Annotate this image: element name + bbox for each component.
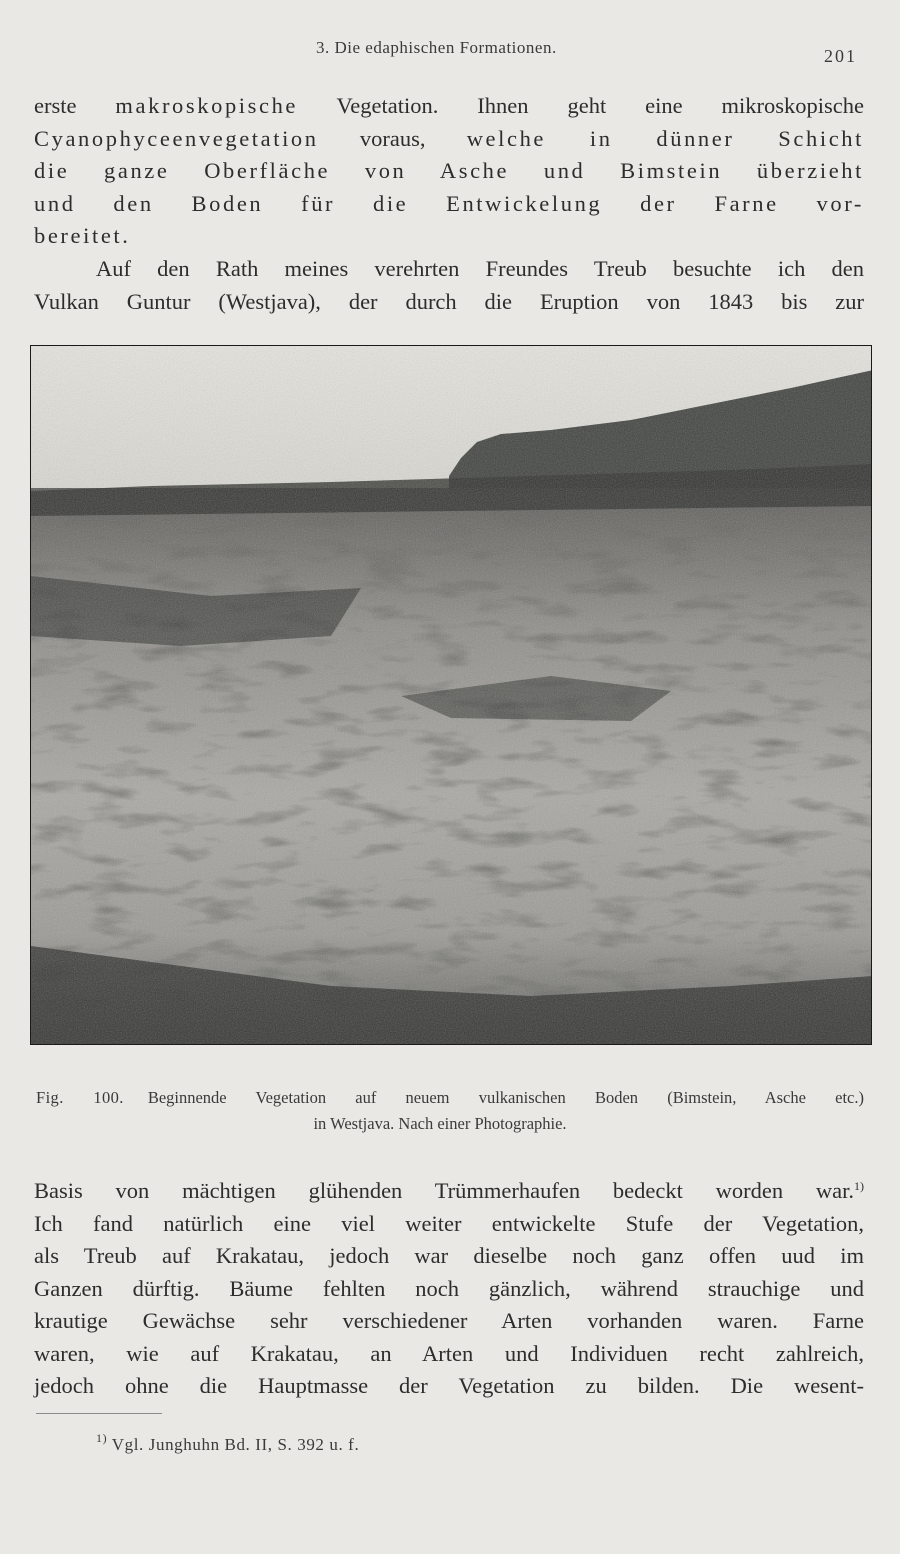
footnote-reference: 1) bbox=[854, 1179, 864, 1193]
landscape-photograph bbox=[30, 345, 872, 1045]
paragraph-2 bbox=[34, 253, 864, 318]
text-line: bereitet. bbox=[34, 223, 131, 248]
caption-line: Fig. 100. Beginnende Vegetation auf neuem vulkanischen Boden (Bimstein, Asche etc.) bbox=[36, 1088, 864, 1107]
footnote bbox=[96, 1431, 360, 1455]
paragraph-1 bbox=[34, 90, 864, 253]
text-line: erste makroskopische Vegetation. Ihnen geht eine mikroskopische bbox=[34, 93, 864, 118]
footnote-rule bbox=[36, 1413, 162, 1414]
photo-illustration bbox=[31, 346, 872, 1045]
text-line: und den Boden für die Entwickelung der Farne vor- bbox=[34, 190, 864, 216]
photo-grain bbox=[31, 346, 872, 1045]
text-line: Auf den Rath meines verehrten Freundes Treub besuchte ich den bbox=[96, 256, 864, 281]
text-line: Basis von mächtigen glühenden Trümmerhaufen bedeckt worden war.$^{1)}$ bbox=[34, 1178, 864, 1203]
figure-label: Fig. 100. bbox=[36, 1088, 124, 1107]
page-header bbox=[0, 34, 900, 64]
page-number: 201 bbox=[824, 46, 857, 66]
text-line: Ich fand natürlich eine viel weiter entwickelte Stufe der Vegetation, bbox=[34, 1210, 864, 1236]
text-line: als Treub auf Krakatau, jedoch war dieselbe noch ganz offen uud im bbox=[34, 1243, 864, 1268]
text-line: krautige Gewächse sehr verschiedener Arten vorhanden waren. Farne bbox=[34, 1308, 864, 1333]
text-line: waren, wie auf Krakatau, an Arten und Individuen recht zahlreich, bbox=[34, 1340, 864, 1366]
footnote-marker: 1) bbox=[96, 1431, 108, 1445]
figure-caption bbox=[36, 1085, 864, 1137]
text-line: Cyanophyceenvegetation voraus, welche in dünner Schicht bbox=[34, 125, 864, 151]
text-line: jedoch ohne die Hauptmasse der Vegetation zu bilden. Die wesent- bbox=[34, 1373, 864, 1398]
text-line: Vulkan Guntur (Westjava), der durch die Eruption von 1843 bis zur bbox=[34, 288, 864, 314]
caption-line: in Westjava. Nach einer Photographie. bbox=[313, 1114, 567, 1133]
paragraph-3 bbox=[34, 1175, 864, 1403]
running-title: 3. Die edaphischen Formationen. bbox=[316, 38, 557, 57]
footnote-text: Vgl. Junghuhn Bd. II, S. 392 u. f. bbox=[111, 1435, 360, 1454]
text-line: Ganzen dürftig. Bäume fehlten noch gänzlich, während strauchige und bbox=[34, 1275, 864, 1301]
text-line: die ganze Oberfläche von Asche und Bimstein überzieht bbox=[34, 158, 864, 183]
